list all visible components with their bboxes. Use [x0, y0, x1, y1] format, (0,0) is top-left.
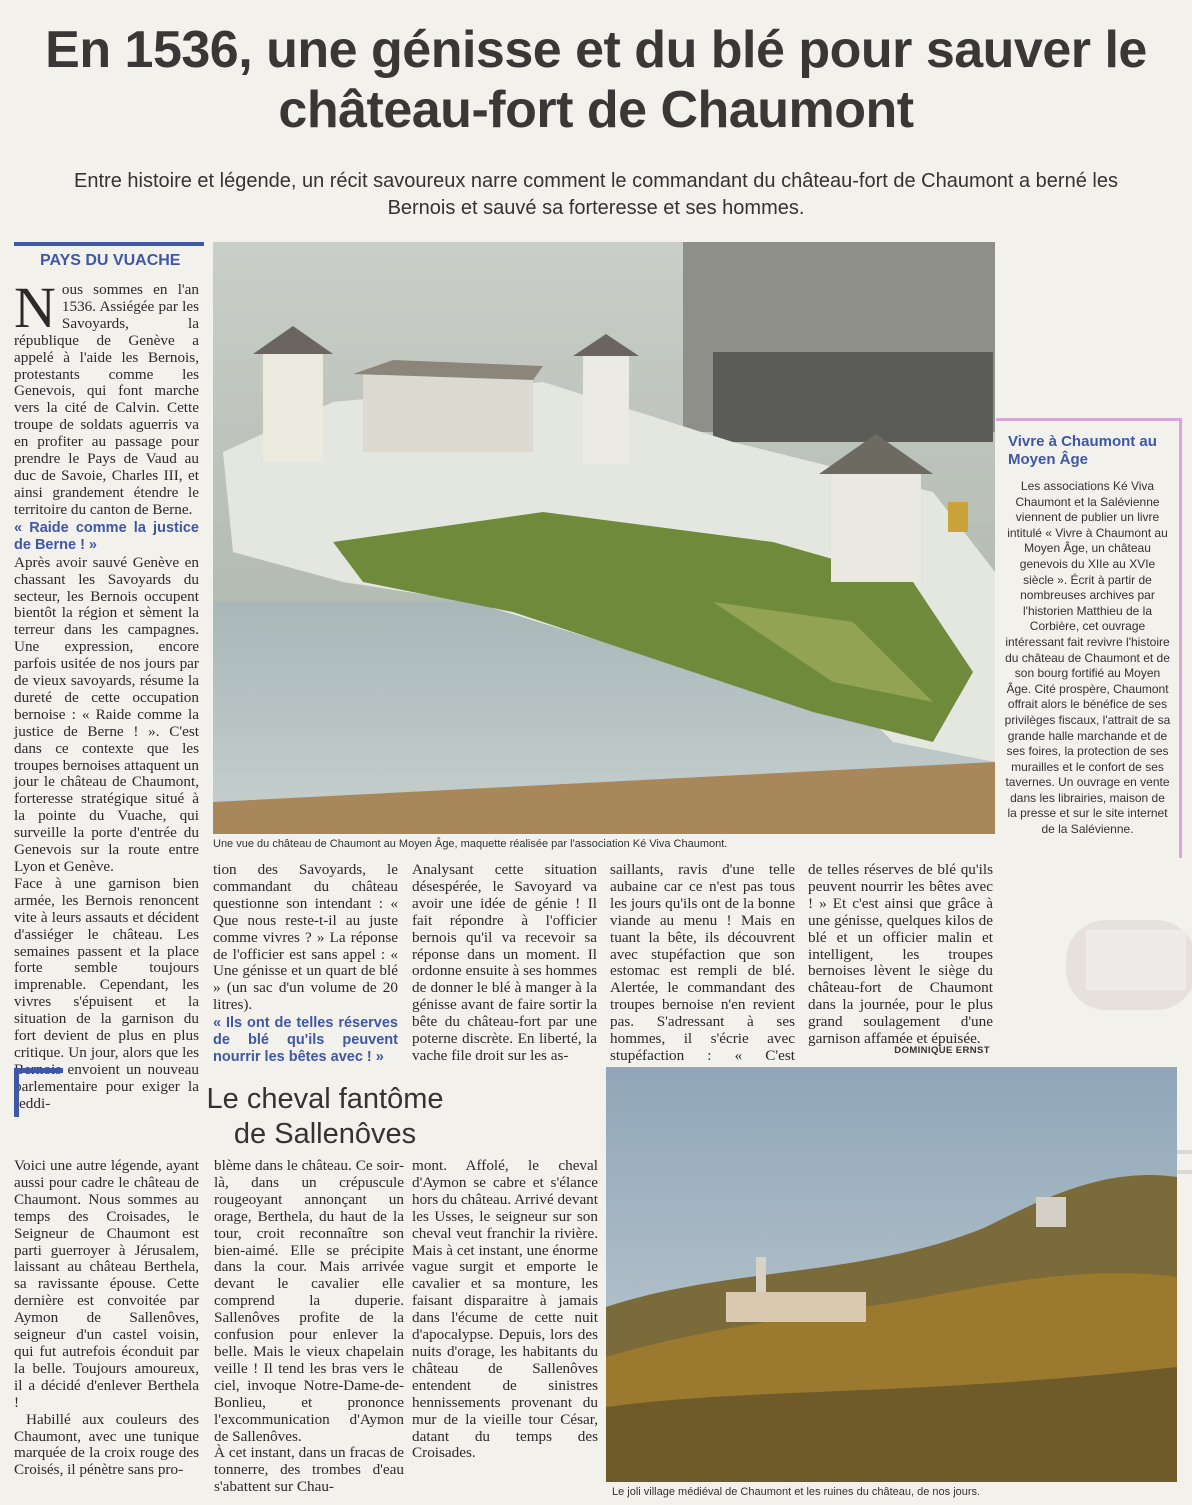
subheading-reserves: « Ils ont de telles réserves de blé qu'ils peuvent nourrir les bêtes avec ! » [213, 1015, 398, 1066]
article-headline: En 1536, une génisse et du blé pour sauver le château-fort de Chaumont [45, 21, 1147, 139]
article-column-4 [610, 862, 795, 1082]
article-paragraph: Habillé aux couleurs des Chaumont, avec une tunique marquée de la croix rouge des Croisés, il pénètre sans pro- [14, 1410, 199, 1479]
article-paragraph: Voici une autre légende, ayant aussi pour cadre le château de Chaumont. Nous sommes au temps des Croisades, le Seigneur de Chaumont est parti guerroyer à Jérusalem, laissant au château Berthela, sa ravissante épouse. Cette dernière est convoitée par Aymon de Sallenôves, seigneur d'un castel voisin, qui fut autrefois éconduit par la belle. Toujours amoureux, il a décidé d'enlever Berthela ! [14, 1157, 199, 1411]
photo1-caption: Une vue du château de Chaumont au Moyen Âge, maquette réalisée par l'association Ké Viva Chaumont. [213, 838, 728, 850]
article-paragraph: Face à une garnison bien armée, les Bernois renoncent vite à leurs assauts et décident d'assiéger le château. Les semaines passent et la place forte semble toujours imprenable. Cependant, les vivres s'épuisent et la situation de la garnison du fort devient de plus en plus critique. Un jour, alors que les Bernois envoient un nouveau parlementaire pour exiger la reddi- [14, 874, 199, 1112]
article-paragraph: tion des Savoyards, le commandant du château questionne son intendant : « Que nous reste-t-il au juste comme vivres ? » La réponse de l'officier est sans appel : « Une génisse et un quart de blé » (un sac d'un volume de 20 litres). [213, 861, 398, 1014]
article-paragraph: Après avoir sauvé Genève en chassant les Savoyards du secteur, les Bernois occupent bientôt la région et sèment la terreur dans les campagnes. Une expression, encore parfois usitée de nos jours par de vieux savoyards, résume la dureté de cette occupation bernoise : « Raide comme la justice de Berne ! ». C'est dans ce contexte que les troupes bernoises attaquent un jour le château de Chaumont, forteresse stratégique situé à la pointe du Vuache, qui surveille la porte d'entrée du Genevois sur la route entre Lyon et Genève. [14, 553, 199, 875]
drop-cap: N [14, 275, 56, 340]
article-column-1 [14, 275, 199, 1113]
second-headline: Le cheval fantôme de Sallenôves [206, 1083, 444, 1150]
photo2-caption: Le joli village médiéval de Chaumont et les ruines du château, de nos jours. [612, 1486, 981, 1498]
castle-model-photo [213, 242, 995, 834]
second-column-3 [412, 1158, 598, 1462]
article-lead: Entre histoire et légende, un récit savoureux narre comment le commandant du château-fort de Chaumont a berné les Bernois et sauvé sa forteresse et ses hommes. [74, 170, 1118, 219]
second-column-2 [214, 1158, 404, 1496]
subheading-raide: « Raide comme la justice de Berne ! » [14, 519, 199, 553]
article-intro-paragraph: ous sommes en l'an 1536. Assiégée par les Savoyards, la république de Genève a appelé à l'aide les Bernois, protestants comme les Genevois, qui font marche vers la cité de Calvin. Cette troupe de soldats aguerris va en profiter au passage pour prendre le Pays de Vaud au duc de Savoie, Charles III, et ainsi grandement étendre le territoire du canton de Berne. [14, 281, 199, 518]
second-column-1 [14, 1158, 199, 1479]
article-paragraph: Analysant cette situation désespérée, le Savoyard va avoir une idée de génie ! Il fait répondre à l'officier bernois qu'il va recevoir sa réponse dans un moment. Il ordonne ensuite à ses hommes de donner le blé à manger à la génisse avant de faire sortir la bête du château-fort par une poterne discrète. En liberté, la vache file droit sur les as- [412, 861, 597, 1064]
article-paragraph: blème dans le château. Ce soir-là, dans un crépuscule rougeoyant annonçant un orage, Berthela, du haut de la tour, croit reconnaître son bien-aimé. Elle se précipite dans la cour. Mais arrivée devant le cavalier elle comprend la duperie. Sallenôves profite de la confusion pour enlever la belle. Mais le vieux chapelain veille ! Il tend les bras vers le ciel, invoque Notre-Dame-de-Bonlieu, et prononce l'excommunication d'Aymon de Sallenôves. [214, 1157, 404, 1445]
sidebar-title: Vivre à Chaumont au Moyen Âge [1008, 433, 1157, 468]
sidebar-body: Les associations Ké Viva Chaumont et la Salévienne viennent de publier un livre intitulé « Vivre à Chaumont au Moyen Âge, un château genevois du XIIe au XVIe siècle ». Écrit à partir de nombreuses archives par l'historien Matthieu de la Corbière, cet ouvrage intéressant fait revivre l'histoire du château de Chaumont et de son bourg fortifié au Moyen Âge. Cité prospère, Chaumont offrait alors le bénéfice de ses privilèges fiscaux, l'attrait de sa grande halle marchande et de ses foires, la protection de ses murailles et le confort de ses tavernes. Un ouvrage en vente dans les librairies, maison de la presse et sur le site internet de la Salévienne. [1004, 479, 1171, 837]
sidebar-box [996, 418, 1182, 858]
author-signature: DOMINIQUE ERNST [894, 1045, 990, 1056]
article-paragraph: À cet instant, dans un fracas de tonnerre, des trombes d'eau s'abattent sur Chau- [214, 1444, 404, 1496]
article-column-5 [808, 862, 993, 1048]
article-paragraph: mont. Affolé, le cheval d'Aymon se cabre et s'élance hors du château. Arrivé devant les Usses, le seigneur sur son cheval veut franchir la rivière. Mais à cet instant, une énorme vague surgit et emporte le cavalier et sa monture, les faisant disparaitre à jamais dans l'écume de cette nuit d'apocalypse. Depuis, lors des nuits d'orage, les habitants du château de Sallenôves entendent de sinistres hennissements provenant du mur de la vieille tour César, datant du temps des Croisades. [412, 1157, 598, 1462]
article-paragraph: de telles réserves de blé qu'ils peuvent nourrir les bêtes avec ! » Et c'est ainsi que grâce à une génisse, quelques kilos de blé et un officier malin et intelligent, les troupes bernoises lèvent le siège du château-fort de Chaumont dans la journée, pour le plus grand soulagement d'une garnison affamée et épuisée. [808, 861, 993, 1048]
section-corner-mark [14, 1068, 63, 1117]
article-column-2 [213, 862, 398, 1067]
article-paragraph: saillants, ravis d'une telle aubaine car ce n'est pas tous les jours qu'ils ont de la bonne viande au menu ! Mais en tuant la bête, ils découvrent avec stupéfaction que son estomac est rempli de blé. Alertée, le commandant des troupes bernoise n'en revient pas. S'adressant à ses hommes, il s'écrie avec stupéfaction : « C'est [610, 861, 795, 1064]
article-column-3 [412, 862, 597, 1065]
section-kicker: PAYS DU VUACHE [14, 242, 204, 276]
village-photo [606, 1067, 1177, 1482]
